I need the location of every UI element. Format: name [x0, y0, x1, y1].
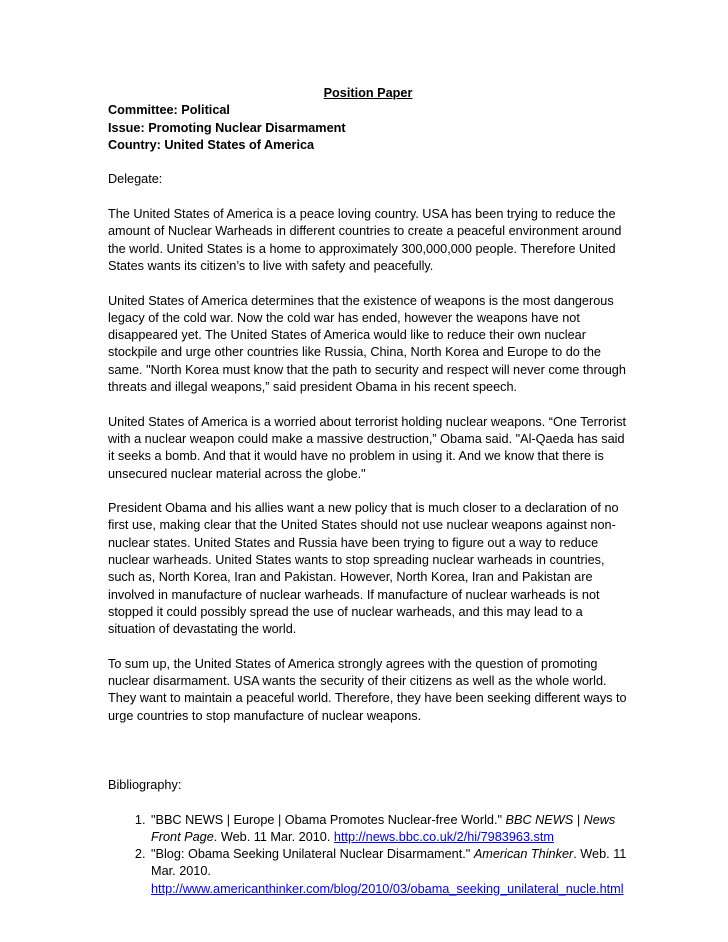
committee-line: Committee: Political [108, 103, 230, 118]
bibliography-list [108, 812, 628, 898]
document-page [108, 85, 628, 898]
document-title: Position Paper [323, 86, 413, 100]
paragraph-cold-war: United States of America determines that the existence of weapons is the most dangerous legacy of the cold war. Now the cold war has ended, however the weapons have not disappeared yet. The United States of America would like to reduce their own nuclear stockpile and urge other countries like Russia, China, North Korea and Europe to do the same. "North Korea must know that the path to security and respect will never come through threats and illegal weapons,” said president Obama in his recent speech. [108, 293, 626, 395]
issue-line: Issue: Promoting Nuclear Disarmament [108, 120, 346, 135]
delegate-label: Delegate: [108, 172, 163, 187]
paragraph-conclusion: To sum up, the United States of America strongly agrees with the question of promoting nuclear disarmament. USA wants the security of their citizens as well as the whole world. They want to maintain a peaceful world. Therefore, they have been seeking different ways to urge countries to stop manufacture of nuclear weapons. [108, 656, 627, 723]
paragraph-policy: President Obama and his allies want a new policy that is much closer to a declaration of no first use, making clear that the United States should not use nuclear weapons against non-nuclear states. United States and Russia have been trying to figure out a way to reduce nuclear warheads. United States wants to stop spreading nuclear warheads in countries, such as, North Korea, Iran and Pakistan. However, North Korea, Iran and Pakistan are involved in manufacture of nuclear warheads. If manufacture of nuclear warheads is not stopped it could possibly spread the use of nuclear warheads, and this may lead to a situation of devastating the world. [108, 501, 619, 637]
bibliography-link[interactable]: http://news.bbc.co.uk/2/hi/7983963.stm [333, 829, 554, 844]
paragraph-intro: The United States of America is a peace loving country. USA has been trying to reduce the amount of Nuclear Warheads in different countries to create a peaceful environment around the world. United States is a home to approximately 300,000,000 people. Therefore United States wants its citizen’s to live with safety and peacefully. [108, 207, 622, 273]
bibliography-entry: 1. "BBC NEWS | Europe | Obama Promotes Nuclear-free World." BBC NEWS | News Front Page. Web. 11 Mar. 2010. http://news.bbc.co.uk/2/hi/7983963.stm [149, 812, 628, 847]
country-line: Country: United States of America [108, 137, 315, 152]
bibliography-link[interactable]: http://www.americanthinker.com/blog/2010/03/obama_seeking_unilateral_nucle.html [151, 881, 624, 896]
bibliography-label: Bibliography: [108, 777, 182, 792]
bibliography-entry: 2. "Blog: Obama Seeking Unilateral Nuclear Disarmament." American Thinker. Web. 11 Mar. 2010. http://www.americanthinker.com/blog/2010/03/obama_seeking_unilateral_nucle.html [149, 846, 628, 898]
source-title: BBC NEWS | News Front Page [151, 812, 616, 844]
paragraph-terrorism: United States of America is a worried about terrorist holding nuclear weapons. “One Terrorist with a nuclear weapon could make a massive destruction,” Obama said. "Al-Qaeda has said it seeks a bomb. And that it would have no problem in using it. And we know that there is unsecured nuclear material across the globe." [108, 414, 627, 481]
source-title: American Thinker [473, 847, 574, 862]
